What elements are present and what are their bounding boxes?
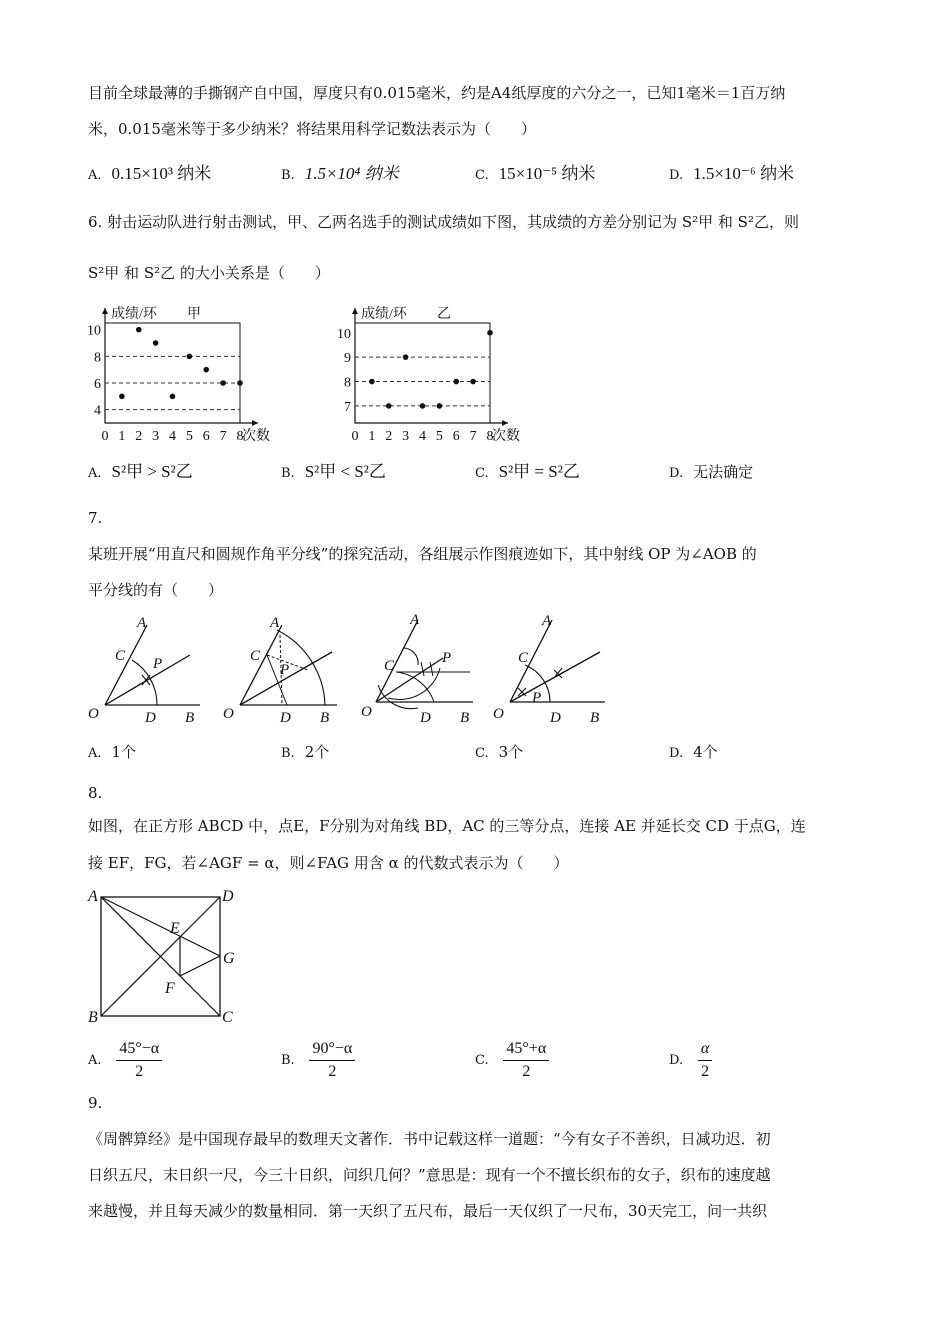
q7-fig2-label-a: A — [270, 615, 280, 631]
x-axis-arrow — [502, 420, 508, 426]
data-point — [170, 394, 176, 400]
q9-text-line1: 《周髀算经》是中国现存最早的数理天文著作．书中记载这样一道题：“今有女子不善织，日减功迟．初 — [88, 1130, 771, 1148]
q8-label-c: C — [222, 1009, 233, 1026]
y-tick-label-10: 10 — [87, 323, 101, 339]
x-tick-label-6: 6 — [202, 429, 210, 444]
q7-figure-4 — [490, 610, 620, 730]
chart-jia — [80, 298, 290, 448]
q7-figure-2 — [222, 610, 352, 730]
q7-options — [88, 738, 888, 768]
q9-text-line2: 日织五尺，末日织一尺，今三十日织，问织几何？”意思是：现有一个不擅长织布的女子，织布的速度越 — [88, 1166, 771, 1184]
q7-fig3-label-p: P — [442, 650, 452, 666]
data-point — [203, 367, 209, 373]
x-tick-label-2: 2 — [135, 429, 143, 444]
q7-text-line2: 平分线的有（ ） — [88, 581, 224, 599]
q7-fig1-label-b: B — [185, 710, 195, 726]
q7-option-a: A. 1个 — [88, 743, 137, 761]
y-axis-label: 成绩/环 — [111, 307, 157, 322]
q7-fig3-label-c: C — [384, 658, 395, 674]
q7-fig2-label-p: P — [280, 662, 290, 678]
q7-fig2-label-o: O — [223, 706, 234, 722]
q9-text-line3: 来越慢，并且每天减少的数量相同．第一天织了五尺布，最后一天仅织了一尺布，30天完工，问一共织 — [88, 1202, 768, 1220]
x-tick-label-5: 5 — [435, 429, 443, 444]
y-tick-label-8: 8 — [344, 375, 351, 391]
data-point — [453, 379, 459, 385]
x-tick-label-7: 7 — [469, 429, 477, 444]
q8-number: 8. — [88, 784, 103, 802]
q7-fig2-label-b: B — [320, 710, 330, 726]
q7-fig2-label-c: C — [250, 648, 261, 664]
q6-option-a: A. S²甲 > S²乙 — [88, 462, 193, 481]
x-tick-label-7: 7 — [219, 429, 227, 444]
x-tick-label-0: 0 — [101, 429, 109, 444]
q5-option-d: D. 1.5×10⁻⁶ 纳米 — [669, 164, 795, 183]
data-point — [470, 379, 476, 385]
q6-options — [88, 458, 888, 488]
x-tick-label-3: 3 — [152, 429, 160, 444]
data-point — [437, 403, 443, 409]
q8-option-c: C. $\frac{45^\circ+\alpha}{2}$ — [475, 1035, 549, 1085]
q8-option-d: D. $\frac{\alpha}{2}$ — [669, 1035, 712, 1085]
q7-fig1-label-a: A — [137, 615, 147, 631]
q7-fig2-label-d: D — [280, 710, 291, 726]
chart-title: 乙 — [437, 307, 451, 322]
x-tick-label-4: 4 — [419, 429, 426, 444]
q8-label-b: B — [88, 1009, 98, 1026]
q7-fig4-label-p: P — [532, 690, 542, 706]
q7-fig1-label-p: P — [153, 656, 163, 672]
q6-option-c: C. S²甲 = S²乙 — [475, 462, 580, 481]
q7-fig4-label-c: C — [518, 650, 529, 666]
q8-text-line2: 接 EF，FG，若∠AGF = α，则∠FAG 用含 α 的代数式表示为（ ） — [88, 854, 569, 872]
chart-yi — [330, 298, 540, 448]
q8-option-a: A. $\frac{45^\circ-\alpha}{2}$ — [88, 1035, 162, 1085]
q7-option-d: D. 4个 — [669, 743, 718, 761]
y-axis-arrow — [352, 308, 358, 314]
q7-fig4-label-o: O — [493, 706, 504, 722]
plot-frame — [105, 323, 240, 423]
q8-text-line1: 如图，在正方形 ABCD 中，点E，F分别为对角线 BD，AC 的三等分点，连接 AE 并延长交 CD 于点G，连 — [88, 817, 806, 835]
q7-fig1-label-d: D — [145, 710, 156, 726]
y-tick-label-9: 9 — [344, 351, 351, 367]
y-axis-arrow — [102, 308, 108, 314]
q7-fig4-label-d: D — [550, 710, 561, 726]
q7-fig4-label-b: B — [590, 710, 600, 726]
q6-option-b: B. S²甲 < S²乙 — [281, 462, 386, 481]
data-point — [119, 394, 125, 400]
data-point — [369, 379, 375, 385]
x-axis-label: 次数 — [492, 429, 520, 444]
data-point — [153, 340, 159, 346]
x-tick-label-2: 2 — [385, 429, 393, 444]
chart-title: 甲 — [187, 307, 201, 322]
y-tick-label-10: 10 — [337, 326, 351, 342]
q8-option-b: B. $\frac{90^\circ-\alpha}{2}$ — [281, 1035, 355, 1085]
x-tick-label-5: 5 — [185, 429, 193, 444]
q5-text-line1: 目前全球最薄的手撕钢产自中国，厚度只有0.015毫米，约是A4纸厚度的六分之一，已知1毫米＝1百万纳 — [88, 84, 786, 102]
q7-figure-3 — [358, 610, 488, 730]
q8-options — [88, 1035, 888, 1085]
q7-fig3-label-a: A — [410, 612, 420, 628]
q8-label-d: D — [222, 888, 234, 905]
q8-label-e: E — [170, 920, 180, 937]
data-point — [420, 403, 426, 409]
data-point — [187, 354, 193, 360]
x-tick-label-8: 8 — [486, 429, 494, 444]
x-tick-label-0: 0 — [351, 429, 359, 444]
data-point — [136, 327, 142, 333]
y-axis-label: 成绩/环 — [361, 307, 407, 322]
x-tick-label-4: 4 — [169, 429, 176, 444]
x-axis-label: 次数 — [242, 429, 270, 444]
q7-fig3-label-b: B — [460, 710, 470, 726]
x-tick-label-3: 3 — [402, 429, 410, 444]
q5-option-a: A. 0.15×10³ 纳米 — [88, 164, 212, 183]
q7-option-c: C. 3个 — [475, 743, 524, 761]
q9-number: 9. — [88, 1094, 103, 1112]
y-tick-label-8: 8 — [94, 350, 101, 366]
x-tick-label-1: 1 — [368, 429, 376, 444]
q7-fig1-label-o: O — [88, 706, 99, 722]
q7-fig3-label-d: D — [420, 710, 431, 726]
q7-fig1-label-c: C — [115, 648, 126, 664]
q7-number: 7. — [88, 509, 103, 527]
q7-fig4-label-a: A — [542, 613, 552, 629]
y-tick-label-4: 4 — [94, 403, 101, 419]
data-point — [403, 354, 409, 360]
data-point — [220, 380, 226, 386]
q6-text-line1: 6. 射击运动队进行射击测试，甲、乙两名选手的测试成绩如下图，其成绩的方差分别记为 S²甲 和 S²乙，则 — [88, 213, 799, 231]
y-tick-label-6: 6 — [94, 377, 101, 392]
q7-fig3-label-o: O — [361, 704, 372, 720]
data-point — [487, 330, 493, 336]
q7-option-b: B. 2个 — [281, 743, 330, 761]
q8-figure-square — [85, 885, 245, 1030]
q5-options — [88, 160, 888, 190]
q8-label-a: A — [88, 888, 98, 905]
q5-option-c: C. 15×10⁻⁵ 纳米 — [475, 164, 596, 183]
y-tick-label-7: 7 — [344, 399, 351, 415]
q5-option-b: B. 1.5×10⁴ 纳米 — [281, 164, 399, 183]
x-tick-label-6: 6 — [452, 429, 460, 444]
x-tick-label-1: 1 — [118, 429, 126, 444]
data-point — [237, 380, 243, 386]
q5-text-line2: 米，0.015毫米等于多少纳米？将结果用科学记数法表示为（ ） — [88, 120, 536, 138]
data-point — [386, 403, 392, 409]
q7-figure-1 — [85, 610, 215, 730]
q6-text-line2: S²甲 和 S²乙 的大小关系是（ ） — [88, 264, 330, 282]
q8-label-f: F — [165, 980, 175, 997]
x-axis-arrow — [252, 420, 258, 426]
q6-option-d: D. 无法确定 — [669, 463, 754, 481]
q7-text-line1: 某班开展“用直尺和圆规作角平分线”的探究活动，各组展示作图痕迹如下，其中射线 OP 为∠AOB 的 — [88, 545, 757, 563]
q8-label-g: G — [223, 950, 235, 967]
x-tick-label-8: 8 — [236, 429, 244, 444]
